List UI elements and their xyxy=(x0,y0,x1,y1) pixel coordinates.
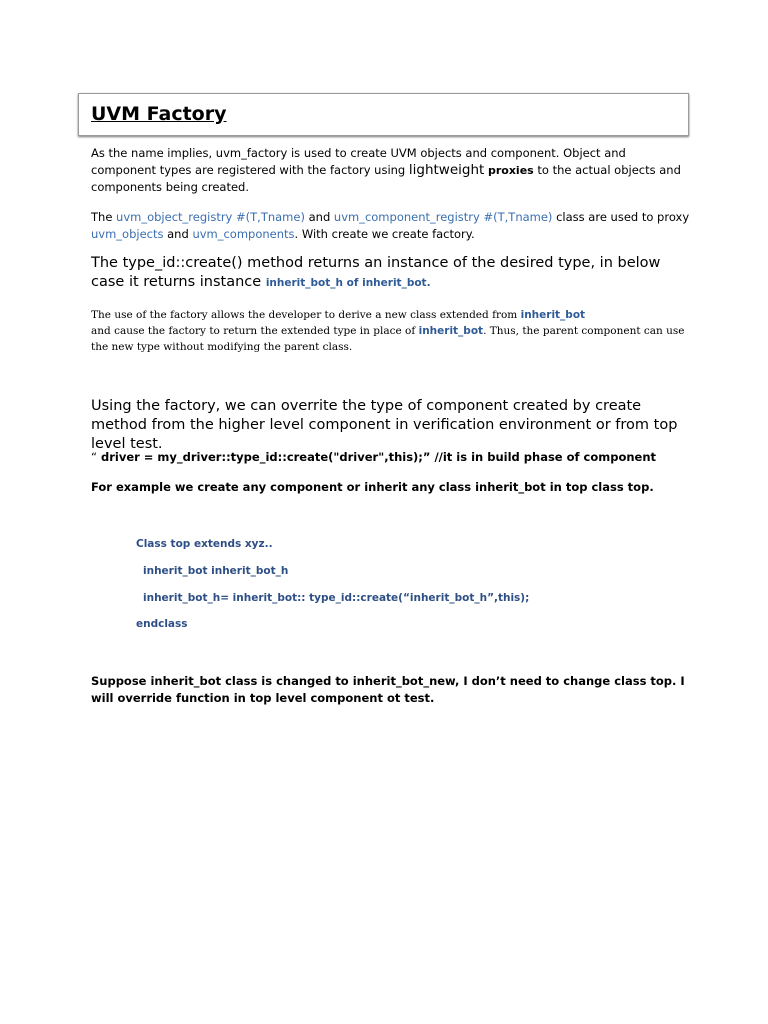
uvm-component-registry-link[interactable]: uvm_component_registry #(T,Tname) xyxy=(333,210,553,224)
code-line-4: endclass xyxy=(136,618,188,630)
driver-create-line xyxy=(91,450,691,464)
create-method-paragraph xyxy=(91,254,691,293)
registry-text-a: The xyxy=(91,210,117,224)
intro-paragraph xyxy=(91,145,691,196)
title-box xyxy=(78,93,689,136)
registry-text-d: and xyxy=(163,227,193,241)
factory-use-paragraph xyxy=(91,307,691,355)
registry-paragraph xyxy=(91,209,691,243)
uvm-components-link[interactable]: uvm_components xyxy=(192,227,295,241)
inherit-bot-link-2[interactable]: inherit_bot xyxy=(418,325,484,337)
intro-text: As the name implies, uvm_factory is used to create UVM objects and component. Object and component types are registered with the factory using xyxy=(91,146,626,177)
inherit-bot-link-1[interactable]: inherit_bot xyxy=(520,309,586,321)
uvm-object-registry-link[interactable]: uvm_object_registry #(T,Tname) xyxy=(116,210,305,224)
factory-use-text-c: . Thus, the parent component can use the new type without modifying the parent class. xyxy=(91,325,685,353)
registry-text-e: . With create we create factory. xyxy=(294,227,475,241)
page-title: UVM Factory xyxy=(91,103,227,125)
proxies-word: proxies xyxy=(487,164,534,177)
code-line-3: inherit_bot_h= inherit_bot:: type_id::create(“inherit_bot_h”,this); xyxy=(143,592,530,604)
factory-use-text-a: The use of the factory allows the developer to derive a new class extended from xyxy=(91,309,521,321)
open-quote: “ xyxy=(91,450,97,464)
lightweight-word: lightweight xyxy=(408,162,485,178)
uvm-objects-link[interactable]: uvm_objects xyxy=(91,227,164,241)
driver-create-text: driver = my_driver::type_id::create("driver",this);” //it is in build phase of component xyxy=(96,450,657,464)
example-paragraph: For example we create any component or inherit any class inherit_bot in top class top. xyxy=(91,480,654,494)
factory-use-text-b: and cause the factory to return the extended type in place of xyxy=(91,325,419,337)
registry-text-c: class are used to proxy xyxy=(552,210,690,224)
code-line-2: inherit_bot inherit_bot_h xyxy=(143,565,289,577)
code-line-1: Class top extends xyz.. xyxy=(136,538,273,550)
instance-name: inherit_bot_h of inherit_bot. xyxy=(265,277,431,289)
suppose-paragraph: Suppose inherit_bot class is changed to inherit_bot_new, I don’t need to change class top. I will override function in top level component ot test. xyxy=(91,674,685,705)
override-paragraph: Using the factory, we can overrite the type of component created by create method from the higher level component in verification environment or from top level test. xyxy=(91,398,678,452)
registry-text-b: and xyxy=(304,210,334,224)
intro-text-end: to the actual objects and components being created. xyxy=(91,163,681,194)
create-method-text: The type_id::create() method returns an instance of the desired type, in below case it returns instance xyxy=(91,255,661,290)
